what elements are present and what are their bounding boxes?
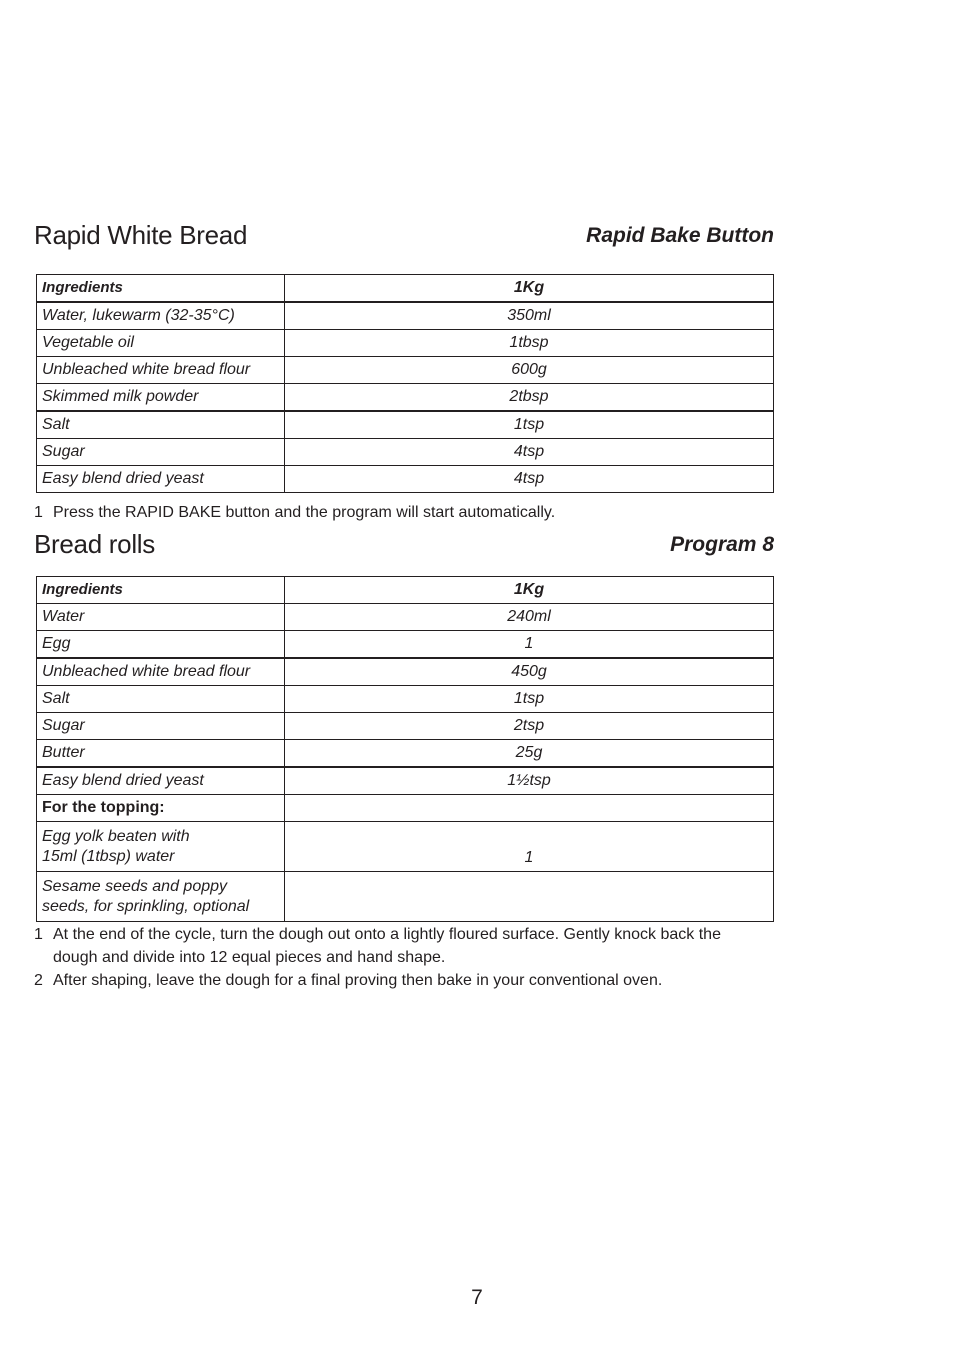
amount-cell — [285, 872, 774, 922]
ingredient-line: 15ml (1tbsp) water — [42, 847, 175, 865]
amount-cell: 1tsp — [285, 411, 774, 439]
section-header-bread-rolls — [34, 529, 774, 563]
ingredient-cell — [37, 822, 285, 872]
table-row — [37, 466, 774, 493]
ingredient-line: seeds, for sprinkling, optional — [42, 897, 250, 915]
amount-cell: 1 — [285, 631, 774, 659]
amount-cell: 1tbsp — [285, 330, 774, 357]
ingredient-cell: Vegetable oil — [37, 330, 285, 357]
amount-cell: 1½tsp — [285, 767, 774, 795]
amount-cell: 1tsp — [285, 686, 774, 713]
instruction-note — [34, 969, 774, 992]
ingredient-cell: Egg — [37, 631, 285, 659]
ingredient-cell: Unbleached white bread flour — [37, 357, 285, 384]
ingredient-cell: Sugar — [37, 439, 285, 466]
section-title: Rapid White Bread — [34, 220, 248, 250]
ingredient-cell: Sugar — [37, 713, 285, 740]
ingredient-cell: Easy blend dried yeast — [37, 767, 285, 795]
ingredient-cell: Unbleached white bread flour — [37, 658, 285, 686]
program-label: Rapid Bake Button — [586, 224, 774, 247]
note-text: After shaping, leave the dough for a final proving then bake in your conventional oven. — [53, 972, 663, 989]
ingredient-cell — [37, 872, 285, 922]
table-row — [37, 822, 774, 872]
ingredient-cell: Water — [37, 604, 285, 631]
amount-cell: 2tsp — [285, 713, 774, 740]
amount-cell: 350ml — [285, 302, 774, 330]
note-text-line: At the end of the cycle, turn the dough out onto a lightly floured surface. Gently knock back the — [53, 926, 721, 943]
amount-cell — [285, 795, 774, 822]
table-row — [37, 604, 774, 631]
table-row — [37, 740, 774, 768]
column-header-ingredients: Ingredients — [37, 577, 285, 604]
amount-cell: 240ml — [285, 604, 774, 631]
table-row — [37, 357, 774, 384]
column-header-amount: 1Kg — [285, 275, 774, 303]
page-number: 7 — [471, 1286, 483, 1309]
note-text — [53, 923, 774, 969]
note-number: 1 — [34, 926, 43, 943]
column-header-ingredients: Ingredients — [37, 275, 285, 303]
ingredient-line: Sesame seeds and poppy — [42, 877, 228, 895]
section-title: Bread rolls — [34, 529, 155, 559]
column-header-amount: 1Kg — [285, 577, 774, 604]
table-row — [37, 384, 774, 412]
note-text: Press the RAPID BAKE button and the program will start automatically. — [53, 504, 556, 521]
table-row — [37, 631, 774, 659]
note-text-line: dough and divide into 12 equal pieces and hand shape. — [53, 949, 446, 966]
table-row — [37, 872, 774, 922]
section-header-rapid-white-bread — [34, 220, 774, 254]
topping-label: For the topping: — [37, 795, 285, 822]
table-row — [37, 302, 774, 330]
ingredient-cell: Water, lukewarm (32-35°C) — [37, 302, 285, 330]
table-header-row — [37, 577, 774, 604]
instruction-note — [34, 923, 774, 969]
ingredient-cell: Salt — [37, 686, 285, 713]
ingredient-cell: Skimmed milk powder — [37, 384, 285, 412]
amount-cell: 2tbsp — [285, 384, 774, 412]
program-label: Program 8 — [670, 533, 774, 556]
ingredient-cell: Easy blend dried yeast — [37, 466, 285, 493]
table-row — [37, 713, 774, 740]
amount-cell: 600g — [285, 357, 774, 384]
table-row — [37, 439, 774, 466]
table-row — [37, 411, 774, 439]
amount-cell: 1 — [285, 822, 774, 872]
amount-cell: 450g — [285, 658, 774, 686]
ingredient-cell: Butter — [37, 740, 285, 768]
ingredient-cell: Salt — [37, 411, 285, 439]
amount-cell: 4tsp — [285, 466, 774, 493]
note-number: 2 — [34, 972, 43, 989]
table-header-row — [37, 275, 774, 303]
table-row — [37, 767, 774, 795]
amount-cell: 25g — [285, 740, 774, 768]
table-row — [37, 686, 774, 713]
note-number: 1 — [34, 504, 43, 521]
ingredients-table-rapid-white-bread — [36, 274, 774, 493]
topping-header-row — [37, 795, 774, 822]
instruction-note — [34, 501, 774, 524]
amount-cell: 4tsp — [285, 439, 774, 466]
table-row — [37, 330, 774, 357]
ingredient-line: Egg yolk beaten with — [42, 827, 190, 845]
ingredients-table-bread-rolls — [36, 576, 774, 922]
table-row — [37, 658, 774, 686]
